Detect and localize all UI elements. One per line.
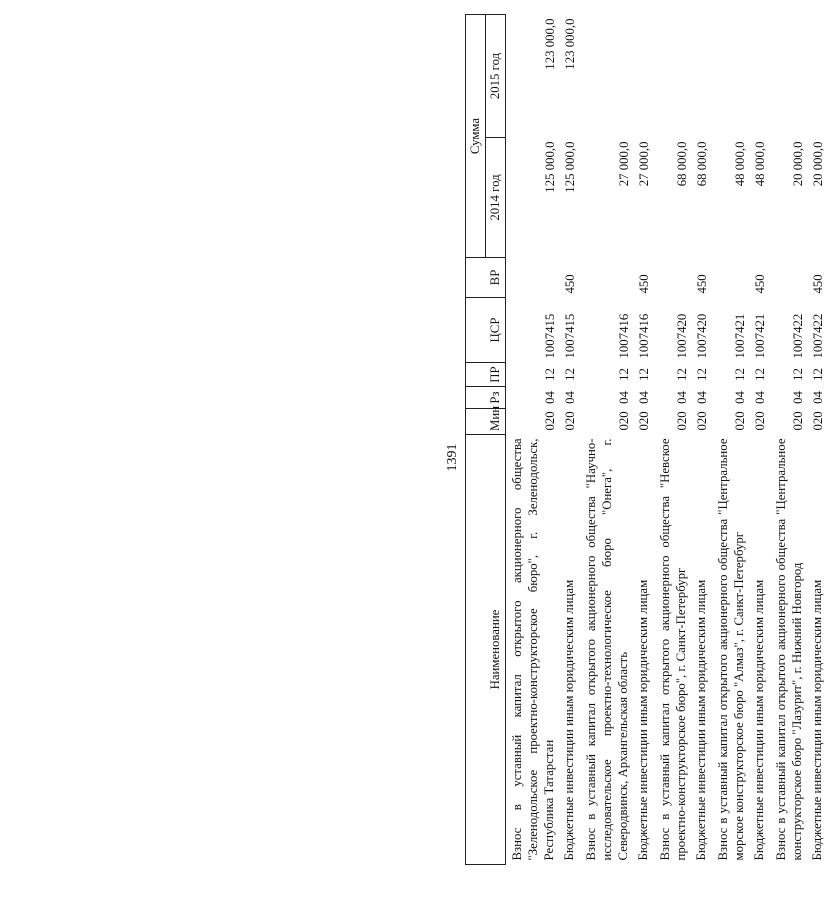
row-pr: 12: [694, 368, 709, 381]
table-row: [808, 15, 828, 865]
row-csr: 1007416: [616, 313, 631, 359]
row-min: 020: [790, 411, 805, 431]
row-min: 020: [542, 411, 557, 431]
row-pr: 12: [790, 368, 805, 381]
row-min: 020: [636, 411, 651, 431]
row-name: Бюджетные инвестиции иным юридическим лицам: [693, 579, 708, 861]
row-pr: 12: [752, 368, 767, 381]
row-sum-2015: [770, 15, 808, 138]
row-name: Взнос в уставный капитал открытого акционерного общества "Зеленодольское проектно-конструкторское бюро", г. Зеленодольск, Республика Татарстан: [510, 438, 556, 861]
row-pr: 12: [562, 368, 577, 381]
table-row: [560, 15, 580, 865]
row-vr: 450: [752, 274, 767, 294]
table-header: [466, 15, 506, 865]
row-pr: 12: [616, 368, 631, 381]
budget-table: [465, 14, 828, 865]
table-row: [750, 15, 770, 865]
row-name: Взнос в уставный капитал открытого акционерного общества "Центральное морское конструкторское бюро "Алмаз", г. Санкт-Петербург: [715, 438, 746, 861]
row-csr: 1007420: [694, 313, 709, 359]
row-name: Взнос в уставный капитал открытого акционерного общества "Центральное конструкторское бюро "Лазурит", г. Нижний Новгород: [773, 438, 804, 861]
row-vr: [770, 258, 808, 298]
row-sum-2015: [712, 15, 750, 138]
table-row: [712, 15, 750, 865]
row-rz: 04: [636, 391, 651, 404]
row-sum-2014: 68 000,0: [674, 141, 689, 187]
row-csr: 1007422: [810, 313, 825, 359]
header-csr: ЦСР: [466, 298, 506, 363]
header-rz: Рз: [466, 387, 506, 409]
row-name: Бюджетные инвестиции иным юридическим лицам: [561, 579, 576, 861]
row-csr: 1007415: [562, 313, 577, 359]
row-sum-2014: 68 000,0: [694, 141, 709, 187]
header-2015: 2015 год: [486, 15, 506, 138]
header-vr: ВР: [466, 258, 506, 298]
row-min: 020: [752, 411, 767, 431]
row-sum-2014: 48 000,0: [752, 141, 767, 187]
row-min: 020: [562, 411, 577, 431]
row-csr: 1007421: [752, 313, 767, 359]
row-sum-2015: [692, 15, 712, 138]
row-rz: 04: [616, 391, 631, 404]
row-sum-2015: [580, 15, 634, 138]
row-min: 020: [616, 411, 631, 431]
row-sum-2015: 123 000,0: [542, 18, 557, 70]
table-row: [506, 15, 560, 865]
row-rz: 04: [542, 391, 557, 404]
page-number: 1391: [445, 443, 460, 472]
row-rz: 04: [732, 391, 747, 404]
row-sum-2014: 20 000,0: [790, 141, 805, 187]
row-vr: [654, 258, 692, 298]
row-sum-2015: [808, 15, 828, 138]
row-min: 020: [694, 411, 709, 431]
row-csr: 1007422: [790, 313, 805, 359]
table-row: [692, 15, 712, 865]
row-sum-2014: 125 000,0: [562, 141, 577, 193]
row-vr: [712, 258, 750, 298]
table-row: [770, 15, 808, 865]
table-body: [506, 15, 828, 865]
row-pr: 12: [810, 368, 825, 381]
row-rz: 04: [562, 391, 577, 404]
row-sum-2015: [634, 15, 654, 138]
row-csr: 1007420: [674, 313, 689, 359]
row-vr: [580, 258, 634, 298]
table-row: [580, 15, 634, 865]
row-sum-2014: 27 000,0: [636, 141, 651, 187]
row-rz: 04: [694, 391, 709, 404]
row-min: 020: [674, 411, 689, 431]
row-vr: 450: [810, 274, 825, 294]
row-pr: 12: [542, 368, 557, 381]
row-name: Бюджетные инвестиции иным юридическим лицам: [751, 579, 766, 861]
header-sum: Сумма: [466, 15, 486, 258]
row-pr: 12: [674, 368, 689, 381]
table-row: [634, 15, 654, 865]
header-min: Мин: [466, 409, 506, 435]
row-rz: 04: [674, 391, 689, 404]
row-sum-2015: [750, 15, 770, 138]
row-name: Взнос в уставный капитал открытого акционерного общества "Научно-исследовательское проектно-технологическое бюро "Онега", г. Северодвинск, Архангельская область: [583, 438, 630, 861]
row-rz: 04: [752, 391, 767, 404]
row-csr: 1007421: [732, 313, 747, 359]
header-pr: ПР: [466, 363, 506, 387]
row-name: Бюджетные инвестиции иным юридическим лицам: [809, 579, 824, 861]
row-name: Бюджетные инвестиции иным юридическим лицам: [635, 579, 650, 861]
row-vr: 450: [636, 274, 651, 294]
row-vr: 450: [694, 274, 709, 294]
row-min: 020: [810, 411, 825, 431]
row-csr: 1007416: [636, 313, 651, 359]
row-rz: 04: [790, 391, 805, 404]
row-sum-2015: [654, 15, 692, 138]
row-sum-2014: 27 000,0: [616, 141, 631, 187]
row-sum-2014: 48 000,0: [732, 141, 747, 187]
header-2014: 2014 год: [486, 138, 506, 258]
row-csr: 1007415: [542, 313, 557, 359]
row-sum-2014: 125 000,0: [542, 141, 557, 193]
row-pr: 12: [636, 368, 651, 381]
row-sum-2015: 123 000,0: [562, 18, 577, 70]
row-pr: 12: [732, 368, 747, 381]
row-vr: [506, 258, 560, 298]
row-min: 020: [732, 411, 747, 431]
header-name: Наименование: [466, 435, 506, 865]
row-sum-2014: 20 000,0: [810, 141, 825, 187]
row-name: Взнос в уставный капитал открытого акционерного общества "Невское проектно-конструкторское бюро", г. Санкт-Петербург: [657, 438, 688, 861]
row-rz: 04: [810, 391, 825, 404]
table-row: [654, 15, 692, 865]
row-vr: 450: [562, 274, 577, 294]
